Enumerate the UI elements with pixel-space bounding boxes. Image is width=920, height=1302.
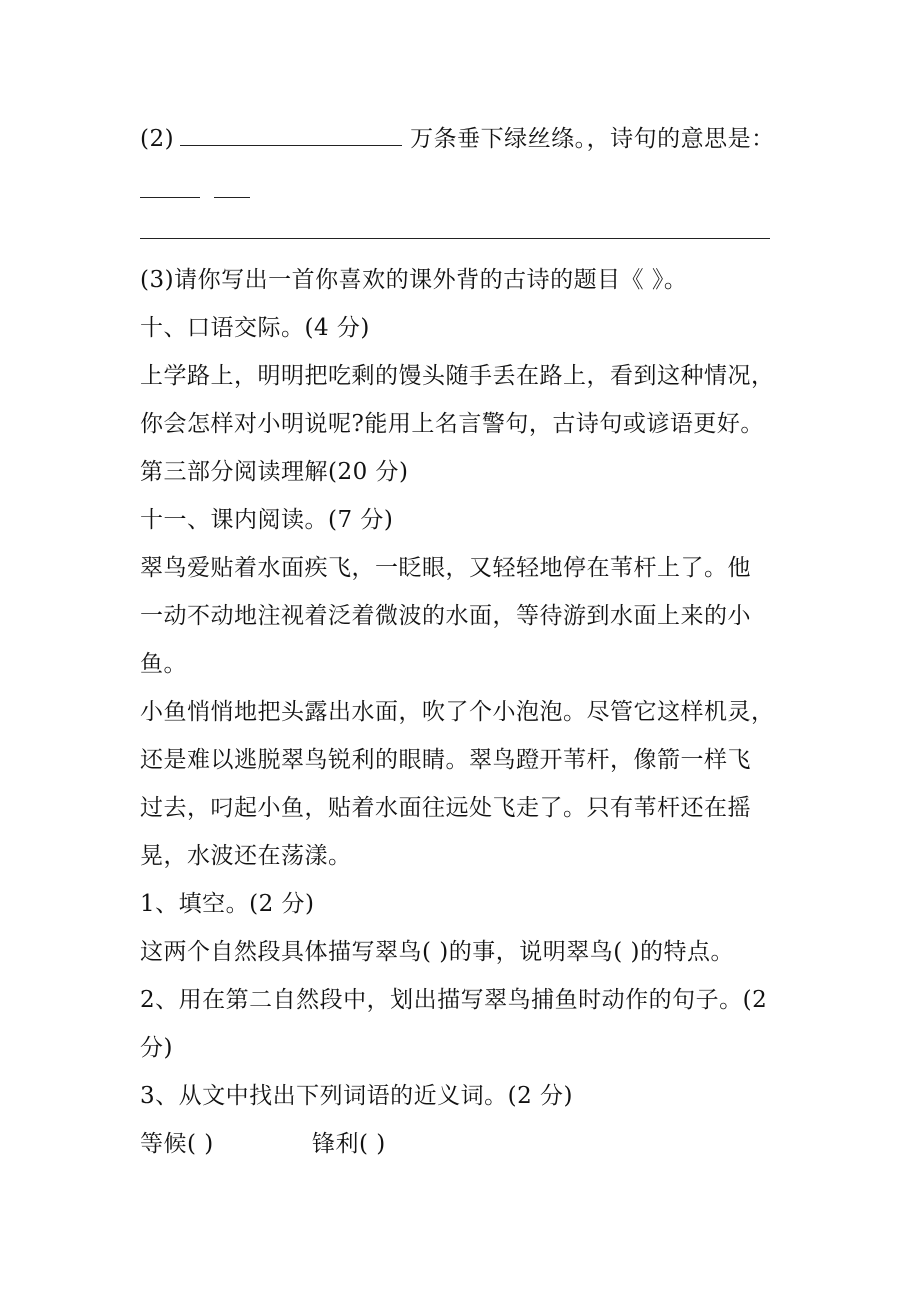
question-11-3-title: 3、从文中找出下列词语的近义词。(2 分) (140, 1083, 574, 1109)
passage-line: 小鱼悄悄地把头露出水面，吹了个小泡泡。尽管它这样机灵， (140, 699, 775, 725)
section-11-title: 十一、课内阅读。(7 分) (140, 507, 394, 533)
question-2-number: (2) (140, 126, 175, 152)
answer-blank[interactable] (214, 183, 250, 198)
question-2-text: 万条垂下绿丝绦。，诗句的意思是： (410, 126, 775, 152)
question-3: (3)请你写出一首你喜欢的课外背的古诗的题目《 》。 (140, 267, 688, 293)
question-11-1-text: 这两个自然段具体描写翠鸟( )的事，说明翠鸟( )的特点。 (140, 939, 735, 965)
part-3-title: 第三部分阅读理解(20 分) (140, 459, 409, 485)
short-blanks-line (140, 176, 250, 206)
answer-line[interactable] (140, 238, 770, 239)
passage-line: 过去，叼起小鱼，贴着水面往远处飞走了。只有苇杆还在摇 (140, 795, 751, 821)
passage-line: 鱼。 (140, 651, 187, 677)
section-10-title: 十、口语交际。(4 分) (140, 315, 370, 341)
question-11-1-title: 1、填空。(2 分) (140, 891, 315, 917)
passage-line: 晃，水波还在荡漾。 (140, 843, 352, 869)
synonym-item: 等候( ) (140, 1131, 214, 1157)
passage-line: 翠鸟爱贴着水面疾飞，一眨眼，又轻轻地停在苇杆上了。他 (140, 555, 751, 581)
question-11-2-text: 分) (140, 1035, 173, 1061)
passage-line: 还是难以逃脱翠鸟锐利的眼睛。翠鸟蹬开苇杆，像箭一样飞 (140, 747, 751, 773)
synonym-item: 锋利( ) (312, 1131, 386, 1157)
section-10-text: 上学路上，明明把吃剩的馒头随手丢在路上，看到这种情况， (140, 363, 775, 389)
question-11-2-text: 2、用在第二自然段中，划出描写翠鸟捕鱼时动作的句子。(2 (140, 987, 768, 1013)
answer-blank[interactable] (180, 123, 402, 146)
section-10-text: 你会怎样对小明说呢?能用上名言警句，古诗句或谚语更好。 (140, 411, 764, 437)
question-2-line (140, 123, 775, 154)
answer-blank[interactable] (140, 183, 200, 198)
passage-line: 一动不动地注视着泛着微波的水面，等待游到水面上来的小 (140, 603, 751, 629)
